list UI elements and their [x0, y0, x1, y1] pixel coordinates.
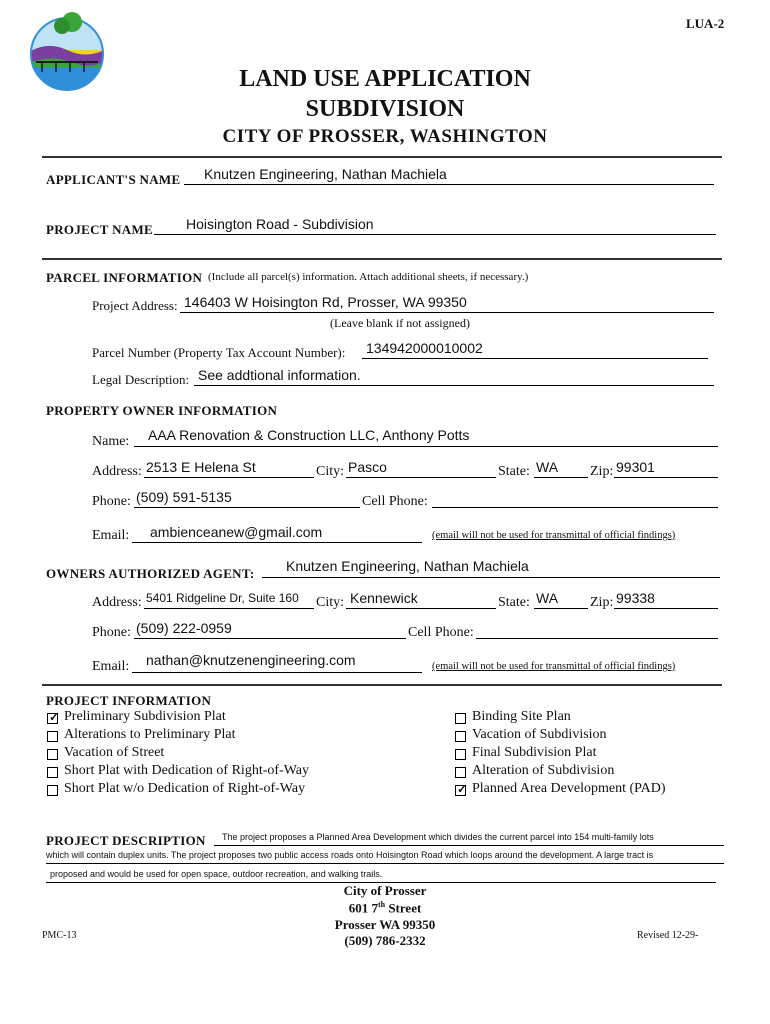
agent-name-underline [262, 577, 720, 578]
check-mark-icon: ✓ [457, 782, 468, 796]
owner-state-field[interactable]: WA [536, 459, 559, 475]
divider [42, 258, 722, 260]
title-main: LAND USE APPLICATION [239, 66, 531, 92]
checkbox-binding-site-plan[interactable] [455, 713, 466, 724]
parcel-number-underline [362, 358, 708, 359]
footer-phone: (509) 786-2332 [344, 933, 426, 948]
option-label: Alteration of Subdivision [472, 763, 615, 778]
project-description-line-2[interactable]: which will contain duplex units. The project proposes two public access roads onto Hoisington Road which loops around the development. A large tract is [46, 850, 654, 860]
owner-header: PROPERTY OWNER INFORMATION [46, 403, 278, 418]
agent-phone-field[interactable]: (509) 222-0959 [136, 620, 232, 636]
owner-email-field[interactable]: ambienceanew@gmail.com [150, 524, 323, 540]
agent-city-label: City: [316, 595, 345, 610]
owner-state-label: State: [498, 464, 530, 479]
form-code: LUA-2 [686, 16, 725, 31]
agent-zip-field[interactable]: 99338 [616, 590, 655, 606]
checkbox-vacation-of-subdivision[interactable] [455, 731, 466, 742]
agent-address-label: Address: [92, 595, 142, 610]
checkbox-alteration-of-subdivision[interactable] [455, 767, 466, 778]
owner-cell-underline [432, 507, 718, 508]
footer-street-suffix: th [377, 900, 386, 909]
agent-email-label: Email: [92, 659, 130, 674]
option-label: Vacation of Subdivision [472, 727, 607, 742]
project-address-underline [180, 312, 714, 313]
checkbox-vacation-of-street[interactable] [47, 749, 58, 760]
owner-name-underline [134, 446, 718, 447]
owner-cell-label: Cell Phone: [362, 494, 428, 509]
owner-city-label: City: [316, 464, 345, 479]
footer-org: City of Prosser [343, 883, 427, 898]
agent-city-underline [346, 608, 496, 609]
check-mark-icon: ✓ [49, 710, 60, 724]
option-label: Final Subdivision Plat [472, 745, 597, 760]
checkbox-short-plat-with-dedication[interactable] [47, 767, 58, 778]
checkbox-final-subdivision-plat[interactable] [455, 749, 466, 760]
project-address-field[interactable]: 146403 W Hoisington Rd, Prosser, WA 99350 [184, 294, 467, 310]
agent-header: OWNERS AUTHORIZED AGENT: [46, 566, 255, 581]
project-info-header: PROJECT INFORMATION [46, 693, 212, 708]
option-label: Planned Area Development (PAD) [472, 781, 666, 796]
owner-zip-underline [614, 477, 718, 478]
agent-state-underline [534, 608, 588, 609]
agent-name-field[interactable]: Knutzen Engineering, Nathan Machiela [286, 558, 529, 574]
agent-email-note: (email will not be used for transmittal of official findings) [432, 661, 676, 672]
title-sub: SUBDIVISION [305, 96, 465, 122]
footer-street-name: Street [385, 900, 422, 916]
applicant-field[interactable]: Knutzen Engineering, Nathan Machiela [204, 166, 447, 182]
owner-zip-label: Zip: [590, 464, 614, 479]
project-description-line-1[interactable]: The project proposes a Planned Area Development which divides the current parcel into 154 multi-family lots [222, 832, 654, 842]
checkbox-alterations-preliminary-plat[interactable] [47, 731, 58, 742]
footer-city: Prosser WA 99350 [334, 917, 436, 932]
owner-address-underline [144, 477, 314, 478]
footer-revised: Revised 12-29- [637, 930, 699, 941]
agent-cell-label: Cell Phone: [408, 625, 474, 640]
checkbox-preliminary-subdivision-plat[interactable] [47, 710, 60, 724]
agent-phone-label: Phone: [92, 625, 131, 640]
option-label: Short Plat w/o Dedication of Right-of-Way [64, 781, 306, 796]
owner-name-field[interactable]: AAA Renovation & Construction LLC, Anthony Potts [148, 427, 470, 443]
option-label: Short Plat with Dedication of Right-of-Way [64, 763, 309, 778]
agent-address-underline [144, 608, 314, 609]
project-underline [154, 234, 716, 235]
divider [42, 684, 722, 686]
agent-zip-underline [614, 608, 718, 609]
option-label: Alterations to Preliminary Plat [64, 727, 236, 742]
owner-address-label: Address: [92, 464, 142, 479]
agent-zip-label: Zip: [590, 595, 614, 610]
owner-name-label: Name: [92, 434, 130, 449]
parcel-number-field[interactable]: 134942000010002 [366, 340, 483, 356]
footer-street [0, 900, 770, 916]
legal-description-underline [194, 385, 714, 386]
agent-address-field[interactable]: 5401 Ridgeline Dr, Suite 160 [146, 591, 299, 605]
project-field[interactable]: Hoisington Road - Subdivision [186, 216, 374, 232]
owner-address-field[interactable]: 2513 E Helena St [146, 459, 256, 475]
owner-email-label: Email: [92, 528, 130, 543]
owner-state-underline [534, 477, 588, 478]
owner-email-note: (email will not be used for transmittal of official findings) [432, 530, 676, 541]
footer-street-number: 601 7 [348, 900, 378, 916]
project-description-line-3[interactable]: proposed and would be used for open space, outdoor recreation, and walking trails. [50, 869, 383, 879]
parcel-number-label: Parcel Number (Property Tax Account Number): [92, 345, 346, 360]
description-underline [214, 845, 724, 846]
agent-state-field[interactable]: WA [536, 590, 559, 606]
footer-left-code: PMC-13 [42, 930, 77, 941]
applicant-underline [184, 184, 714, 185]
checkbox-planned-area-development[interactable] [455, 782, 468, 796]
agent-email-field[interactable]: nathan@knutzenengineering.com [146, 652, 356, 668]
city-title: CITY OF PROSSER, WASHINGTON [222, 126, 548, 147]
owner-email-underline [132, 542, 422, 543]
owner-phone-label: Phone: [92, 494, 131, 509]
project-description-header: PROJECT DESCRIPTION [46, 833, 206, 848]
legal-description-label: Legal Description: [92, 372, 190, 387]
owner-zip-field[interactable]: 99301 [616, 459, 655, 475]
legal-description-field[interactable]: See addtional information. [198, 367, 361, 383]
project-label: PROJECT NAME [46, 222, 154, 237]
checkbox-short-plat-without-dedication[interactable] [47, 785, 58, 796]
agent-email-underline [132, 672, 422, 673]
agent-city-field[interactable]: Kennewick [350, 590, 418, 606]
option-label: Binding Site Plan [472, 709, 571, 724]
parcel-header-note: (Include all parcel(s) information. Attach additional sheets, if necessary.) [208, 271, 529, 283]
owner-phone-underline [134, 507, 360, 508]
project-address-label: Project Address: [92, 298, 178, 313]
option-label: Vacation of Street [64, 745, 165, 760]
divider [42, 156, 722, 158]
agent-cell-underline [476, 638, 718, 639]
parcel-header: PARCEL INFORMATION [46, 270, 203, 285]
description-underline [46, 863, 724, 864]
option-label: Preliminary Subdivision Plat [64, 709, 226, 724]
agent-phone-underline [134, 638, 406, 639]
applicant-label: APPLICANT'S NAME [46, 172, 181, 187]
owner-phone-field[interactable]: (509) 591-5135 [136, 489, 232, 505]
address-note: (Leave blank if not assigned) [330, 316, 470, 330]
owner-city-underline [346, 477, 496, 478]
agent-state-label: State: [498, 595, 530, 610]
owner-city-field[interactable]: Pasco [348, 459, 387, 475]
